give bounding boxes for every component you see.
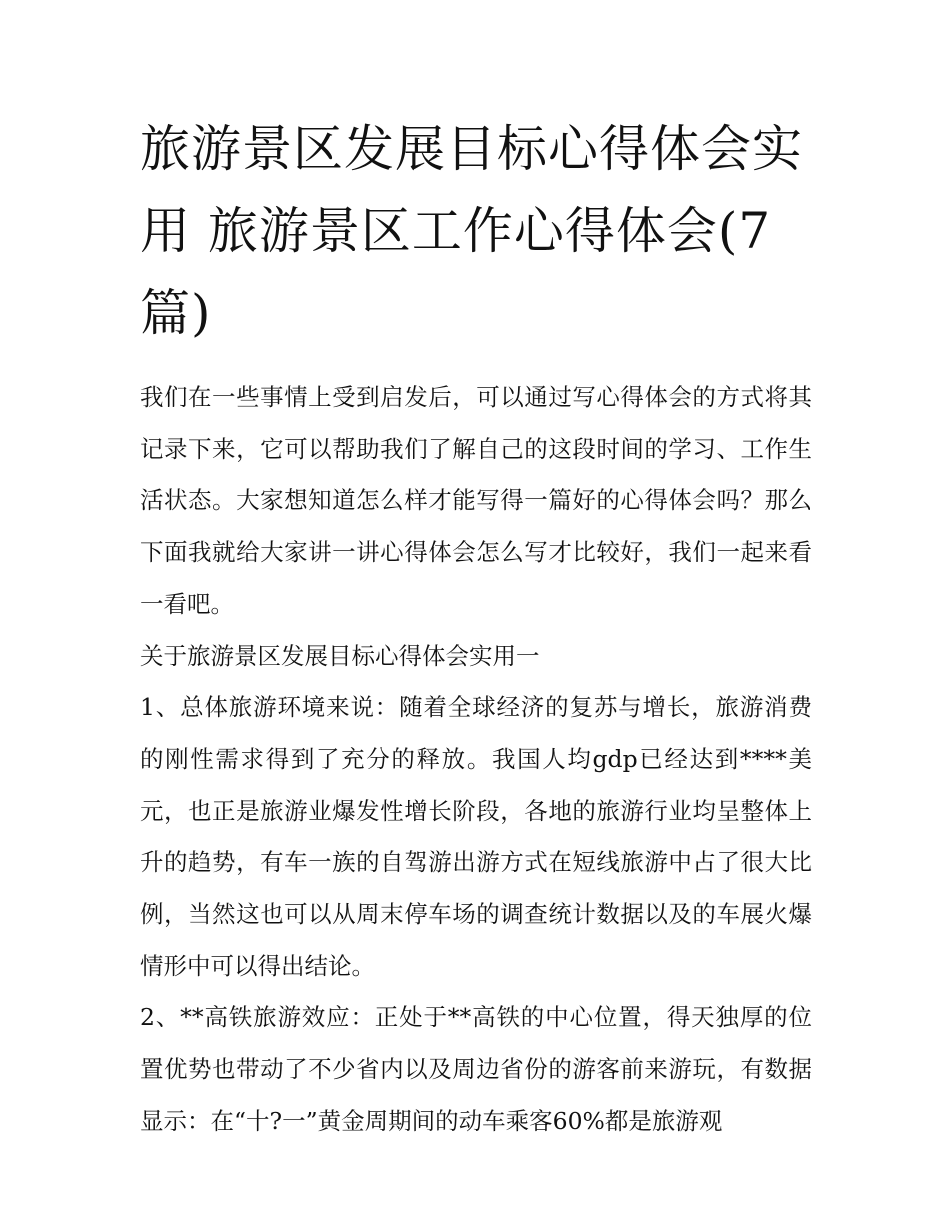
body-paragraph-2: 2、**高铁旅游效应：正处于**高铁的中心位置，得天独厚的位置优势也带动了不少省内以及周边省份的游客前来游玩，有数据显示：在“十?一”黄金周期间的动车乘客60%都是旅游观 — [140, 1003, 812, 1135]
intro-paragraph: 我们在一些事情上受到启发后，可以通过写心得体会的方式将其记录下来，它可以帮助我们了解自己的这段时间的学习、工作生活状态。大家想知道怎么样才能写得一篇好的心得体会吗？那么下面我就给大家讲一讲心得体会怎么写才比较好，我们一起来看一看吧。 — [140, 383, 812, 618]
section-heading: 关于旅游景区发展目标心得体会实用一 — [140, 641, 540, 670]
document-title: 旅游景区发展目标心得体会实用 旅游景区工作心得体会(7篇) — [140, 120, 803, 342]
document-page — [140, 108, 812, 1148]
body-paragraph-1: 1、总体旅游环境来说：随着全球经济的复苏与增长，旅游消费的刚性需求得到了充分的释放。我国人均gdp已经达到****美元，也正是旅游业爆发性增长阶段，各地的旅游行业均呈整体上升的趋势，有车一族的自驾游出游方式在短线旅游中占了很大比例，当然这也可以从周末停车场的调查统计数据以及的车展火爆情形中可以得出结论。 — [140, 693, 812, 980]
